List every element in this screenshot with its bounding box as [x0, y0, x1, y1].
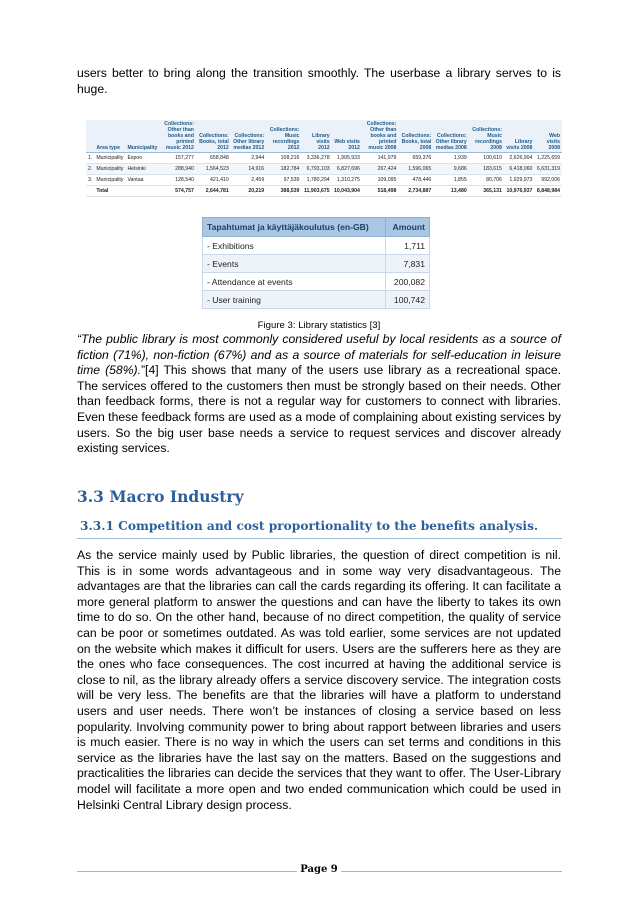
figure-caption: Figure 3: Library statistics [3] — [257, 320, 381, 331]
table-cell: 2,644,781 — [196, 186, 231, 197]
quote-continuation: ”[4] This shows that many of the users use library as a recreational space. The services offered to the customers then must be strongly based on their needs. Other than feedback forms, there is not a regular way for customers to connect with libraries. Even these feedback forms are used as a mode of complaining about existing services by users. So the big user base needs a service to request services and discover already existing services. — [77, 363, 561, 456]
table-cell: 574,757 — [159, 186, 195, 197]
table-cell: 478,446 — [398, 175, 433, 186]
table-cell: 1,596,065 — [398, 164, 433, 175]
stats-header-cell: Collections: Other than books and printed music 2012 — [159, 120, 195, 153]
table-cell: 1,905,933 — [332, 153, 362, 164]
table-cell: 365,131 — [469, 186, 504, 197]
table-cell: 11,903,675 — [301, 186, 331, 197]
event-amount: 100,742 — [385, 291, 429, 309]
table-cell: 2,944 — [231, 153, 266, 164]
table-cell: 8,848,984 — [534, 186, 562, 197]
table-cell: 267,424 — [362, 164, 398, 175]
table-cell: 9,686 — [433, 164, 468, 175]
table-cell: 2,734,887 — [398, 186, 433, 197]
table-cell: 518,498 — [362, 186, 398, 197]
table-cell: 10,976,937 — [504, 186, 534, 197]
subsection-heading: 3.3.1 Competition and cost proportionality to the benefits analysis. — [80, 519, 539, 533]
stats-header-cell: Collections: Books, total 2012 — [196, 120, 231, 153]
table-cell: 1,225,659 — [534, 153, 562, 164]
table-cell: 183,615 — [469, 164, 504, 175]
table-cell: 14,916 — [231, 164, 266, 175]
table-cell: 2,626,904 — [504, 153, 534, 164]
row-number: 2. — [86, 164, 94, 175]
table-cell: 288,940 — [159, 164, 195, 175]
event-label: - Exhibitions — [203, 237, 386, 255]
event-amount: 7,831 — [385, 255, 429, 273]
table-cell: 1,310,275 — [332, 175, 362, 186]
events-header-row — [203, 218, 430, 237]
body-paragraph: As the service mainly used by Public libraries, the question of direct competition is nil. This is in some words advantageous and in some way very disadvantageous. The advantages are that the libraries can call the cards regarding its offering. It can facilitate a more general platform to answer the questions and can have the liberty to takes its own time to do so. On the other hand, because of no direct competition, the quality of service can be poor or sometimes outdated. As was told earlier, some services are not updated on the website which makes it difficult for users. Users are the sufferers here as they are the ones who face consequences. The cost incurred at having the additional service is close to nil, as the library already offers a service discovery service. The integration costs will be very less. The benefits are that the libraries will have a platform to understand users and user needs. There won’t be instances of closing a service based on less popularity. Involving community power to bring about rapport between libraries and users is much easier. There is no way in which the users can set terms and conditions in this service as the libraries have the last say on the matters. Based on the suggestions and practicalities the libraries can decide the services that they want to offer. The User-Library model will facilitate a more open and two ended communication which could be used in Helsinki Central Library design process. — [77, 548, 561, 812]
table-row — [203, 291, 430, 309]
table-row — [86, 164, 562, 175]
total-spacer — [86, 186, 94, 197]
municipality: Vantaa — [125, 175, 159, 186]
stats-header-cell: Collections: Music recordings 2008 — [469, 120, 504, 153]
table-cell: 97,539 — [266, 175, 301, 186]
event-label: - User training — [203, 291, 386, 309]
table-cell: 141,979 — [362, 153, 398, 164]
row-number: 3. — [86, 175, 94, 186]
stats-header-cell: Web visits 2012 — [332, 120, 362, 153]
heading-underline — [77, 538, 562, 539]
table-row — [86, 153, 562, 164]
stats-header-cell: Collections: Other library medias 2012 — [231, 120, 266, 153]
table-row — [203, 237, 430, 255]
section-heading: 3.3 Macro Industry — [77, 487, 244, 506]
stats-header-cell: Collections: Other library medias 2008 — [433, 120, 468, 153]
municipality: Espoo — [125, 153, 159, 164]
stats-header-row — [86, 120, 562, 153]
stats-header-cell: Library visits 2008 — [504, 120, 534, 153]
table-cell: 6,827,696 — [332, 164, 362, 175]
table-row — [86, 175, 562, 186]
page-number: Page 9 — [300, 864, 338, 875]
table-cell: 128,540 — [159, 175, 195, 186]
table-cell: 1,939 — [433, 153, 468, 164]
table-cell: 1,929,973 — [504, 175, 534, 186]
table-cell: 388,539 — [266, 186, 301, 197]
table-cell: 421,410 — [196, 175, 231, 186]
stats-header-num — [86, 120, 94, 153]
table-cell: 10,043,904 — [332, 186, 362, 197]
event-label: - Events — [203, 255, 386, 273]
table-cell: 100,610 — [469, 153, 504, 164]
table-cell: 2,459 — [231, 175, 266, 186]
events-header-amount: Amount — [385, 218, 429, 237]
event-label: - Attendance at events — [203, 273, 386, 291]
total-label: Total — [94, 186, 125, 197]
table-cell: 1,780,294 — [301, 175, 331, 186]
events-header-label: Tapahtumat ja käyttäjäkoulutus (en-GB) — [203, 218, 386, 237]
area-type: Municipality — [94, 164, 125, 175]
area-type: Municipality — [94, 153, 125, 164]
table-cell: 1,855 — [433, 175, 468, 186]
stats-header-cell: Municipality — [125, 120, 159, 153]
event-amount: 1,711 — [385, 237, 429, 255]
intro-paragraph: users better to bring along the transition smoothly. The userbase a library serves to is huge. — [77, 66, 561, 96]
stats-header-cell: Web visits 2008 — [534, 120, 562, 153]
table-cell: 20,219 — [231, 186, 266, 197]
municipality: Helsinki — [125, 164, 159, 175]
table-cell: 80,706 — [469, 175, 504, 186]
library-statistics-table — [86, 120, 562, 197]
event-amount: 200,082 — [385, 273, 429, 291]
table-cell: 3,336,278 — [301, 153, 331, 164]
table-cell: 109,095 — [362, 175, 398, 186]
table-cell: 157,277 — [159, 153, 195, 164]
table-cell: 1,564,523 — [196, 164, 231, 175]
stats-header-cell: Library visits 2012 — [301, 120, 331, 153]
table-cell: 992,006 — [534, 175, 562, 186]
table-cell: 182,784 — [266, 164, 301, 175]
table-cell: 658,848 — [196, 153, 231, 164]
area-type: Municipality — [94, 175, 125, 186]
table-cell: 6,418,060 — [504, 164, 534, 175]
quote-text: “The public library is most commonly considered useful by local residents as a source of fiction (71%), non-fiction (67%) and as a source of materials for self-education in leisure time (58%). — [77, 332, 561, 378]
events-table — [202, 217, 430, 309]
stats-header-cell: Area type — [94, 120, 125, 153]
table-row — [203, 273, 430, 291]
stats-header-cell: Collections: Books, total 2008 — [398, 120, 433, 153]
table-cell: 6,631,319 — [534, 164, 562, 175]
quote-paragraph — [77, 332, 561, 457]
table-cell: 108,216 — [266, 153, 301, 164]
total-spacer — [125, 186, 159, 197]
table-cell: 13,480 — [433, 186, 468, 197]
table-cell: 6,793,103 — [301, 164, 331, 175]
stats-header-cell: Collections: Music recordings 2012 — [266, 120, 301, 153]
row-number: 1. — [86, 153, 94, 164]
table-cell: 659,376 — [398, 153, 433, 164]
table-row — [203, 255, 430, 273]
stats-header-cell: Collections: Other than books and printed music 2008 — [362, 120, 398, 153]
table-total-row — [86, 186, 562, 197]
